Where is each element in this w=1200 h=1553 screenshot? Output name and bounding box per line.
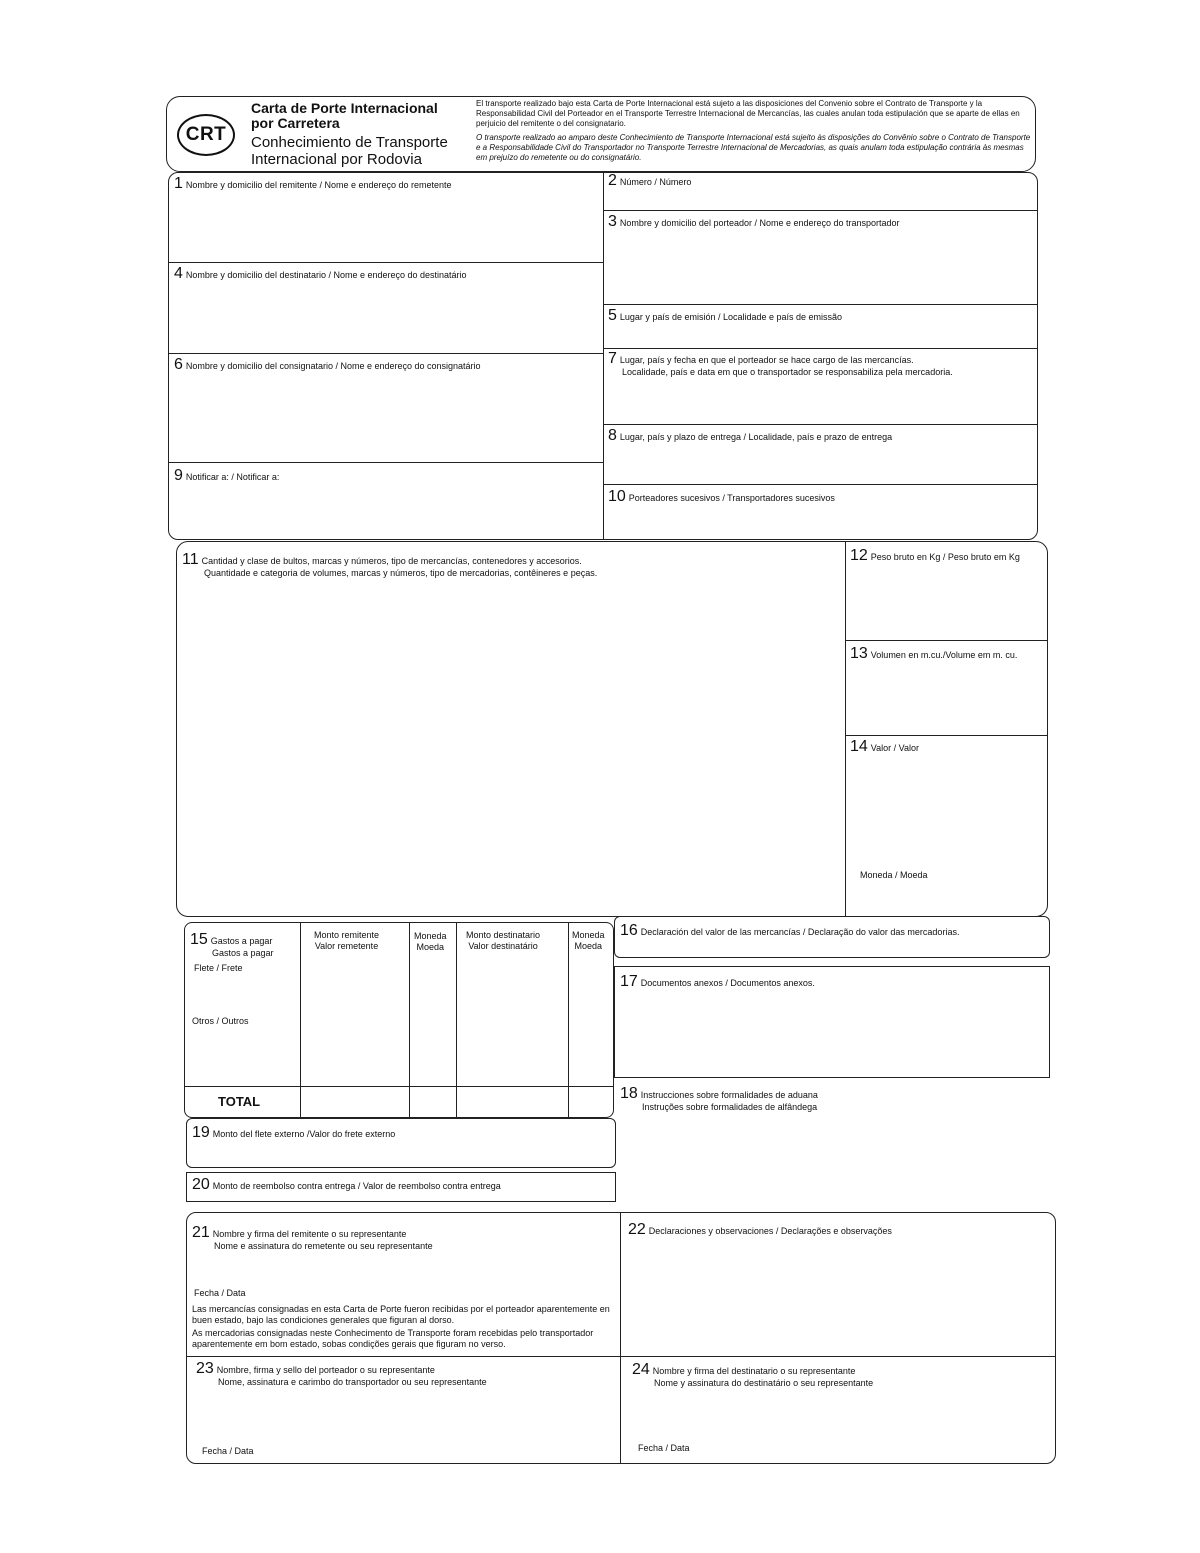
row-otros: Otros / Outros xyxy=(192,1016,249,1026)
goods-divider xyxy=(845,541,846,917)
field-10[interactable]: 10 Porteadores sucesivos / Transportadores sucesivos xyxy=(608,488,835,505)
field-15[interactable]: 15 Gastos a pagar Gastos a pagar xyxy=(190,931,274,958)
field-3[interactable]: 3 Nombre y domicilio del porteador / Nome e endereço do transportador xyxy=(608,213,900,230)
field-1[interactable]: 1 Nombre y domicilio del remitente / Nome e endereço do remetente xyxy=(174,175,452,192)
field-12[interactable]: 12 Peso bruto en Kg / Peso bruto em Kg xyxy=(850,547,1020,564)
field-24[interactable]: 24 Nombre y firma del destinatario o su representante Nome y assinatura do destinatário o seu representante xyxy=(632,1361,874,1388)
rule-1-4 xyxy=(168,262,603,263)
col-moneda-2: Moneda Moeda xyxy=(572,930,605,951)
field-5[interactable]: 5 Lugar y país de emisión / Localidade e país de emissão xyxy=(608,307,843,324)
title-pt-line1: Conhecimiento de Transporte xyxy=(251,134,448,151)
field-23-date: Fecha / Data xyxy=(202,1446,254,1456)
field-4[interactable]: 4 Nombre y domicilio del destinatario / Nome e endereço do destinatário xyxy=(174,265,467,282)
field-23[interactable]: 23 Nombre, firma y sello del porteador o su representante Nome, assinatura e carimbo do transportador ou seu representante xyxy=(196,1360,487,1387)
field-21[interactable]: 21 Nombre y firma del remitente o su representante Nome e assinatura do remetente ou seu representante xyxy=(192,1224,433,1251)
col-15-a xyxy=(300,922,301,1118)
rule-total xyxy=(184,1086,614,1087)
header-note-es: El transporte realizado bajo esta Carta de Porte Internacional está sujeto a las disposiciones del Convenio sobre el Contrato de Transporte y la Responsabilidad Civil del Porteador en el Transporte Terrestre Internacional de Mercancías, las cuales anulan toda estipulación que se aparte de ellas en perjuicio del remitente o del consignatario. xyxy=(476,99,1020,128)
field-17[interactable]: 17 Documentos anexos / Documentos anexos. xyxy=(620,973,815,990)
field-20[interactable]: 20 Monto de reembolso contra entrega / Valor de reembolso contra entrega xyxy=(192,1176,501,1193)
rule-4-6 xyxy=(168,353,603,354)
field-8[interactable]: 8 Lugar, país y plazo de entrega / Localidade, país e prazo de entrega xyxy=(608,427,893,444)
rule-8-10 xyxy=(603,484,1038,485)
field-24-date: Fecha / Data xyxy=(638,1443,690,1453)
rule-12-13 xyxy=(845,640,1048,641)
col-15-d xyxy=(568,922,569,1118)
rule-6-9 xyxy=(168,462,603,463)
col-destinatario: Monto destinatario Valor destinatário xyxy=(466,930,541,951)
title-es-line2: por Carretera xyxy=(251,115,340,131)
row-flete: Flete / Frete xyxy=(194,963,243,973)
field-9[interactable]: 9 Notificar a: / Notificar a: xyxy=(174,467,280,484)
field-6[interactable]: 6 Nombre y domicilio del consignatario / Nome e endereço do consignatário xyxy=(174,356,481,373)
field-22[interactable]: 22 Declaraciones y observaciones / Declarações e observações xyxy=(628,1221,892,1238)
rule-7-8 xyxy=(603,424,1038,425)
title-es-line1: Carta de Porte Internacional xyxy=(251,100,438,116)
rule-22-24 xyxy=(620,1356,1056,1357)
section-goods-frame xyxy=(176,541,1048,917)
rule-5-7 xyxy=(603,348,1038,349)
rule-13-14 xyxy=(845,735,1048,736)
rule-2-3 xyxy=(603,210,1038,211)
field-2[interactable]: 2 Número / Número xyxy=(608,172,692,189)
field-21-date: Fecha / Data xyxy=(194,1288,246,1298)
col-15-c xyxy=(456,922,457,1118)
field-11[interactable]: 11 Cantidad y clase de bultos, marcas y números, tipo de mercancías, contenedores y accesorios. Quantidade e categoria de volumes, marcas y números, tipo de mercadorias, contêineres e peças. xyxy=(182,551,598,578)
rule-21-23 xyxy=(186,1356,620,1357)
rule-3-5 xyxy=(603,304,1038,305)
row-total: TOTAL xyxy=(218,1094,261,1109)
title-pt-line2: Internacional por Rodovia xyxy=(251,151,422,168)
crt-logo: CRT xyxy=(177,114,235,156)
field-21-text-es: Las mercancías consignadas en esta Carta de Porte fueron recibidas por el porteador aparentemente en buen estado, bajo las condiciones generales que figuran al dorso. xyxy=(192,1304,610,1325)
bottom-divider xyxy=(620,1212,621,1464)
field-16[interactable]: 16 Declaración del valor de las mercancías / Declaração do valor das mercadorias. xyxy=(620,922,960,939)
col-remitente: Monto remitente Valor remetente xyxy=(314,930,380,951)
field-21-text-pt: As mercadorias consignadas neste Conhecimento de Transporte foram recebidas pelo transportador aparentemente em bom estado, sobas condições gerais que figuram no verso. xyxy=(192,1328,594,1349)
field-7[interactable]: 7 Lugar, país y fecha en que el porteador se hace cargo de las mercancías. Localidade, país e data em que o transportador se responsabiliza pela mercadoria. xyxy=(608,350,953,377)
header-note-pt: O transporte realizado ao amparo deste Conhecimiento de Transporte Internacional está sujeito às disposições do Convênio sobre o Contrato de Transporte e a Responsabilidade Civil do Transportador no Transporte Terrestre Internacional de Mercadorias, as quais anulam toda estipulação contrária às mesmas em prejuízo do remetente ou do consignatário. xyxy=(476,133,1031,162)
field-18[interactable]: 18 Instrucciones sobre formalidades de aduana Instruções sobre formalidades de alfândega xyxy=(620,1085,818,1112)
field-19[interactable]: 19 Monto del flete externo /Valor do frete externo xyxy=(192,1124,396,1141)
col-moneda-1: Moneda Moeda xyxy=(414,931,447,952)
field-13[interactable]: 13 Volumen en m.cu./Volume em m. cu. xyxy=(850,645,1018,662)
field-14[interactable]: 14 Valor / Valor xyxy=(850,738,919,755)
col-15-b xyxy=(409,922,410,1118)
field-14-currency: Moneda / Moeda xyxy=(860,870,928,880)
